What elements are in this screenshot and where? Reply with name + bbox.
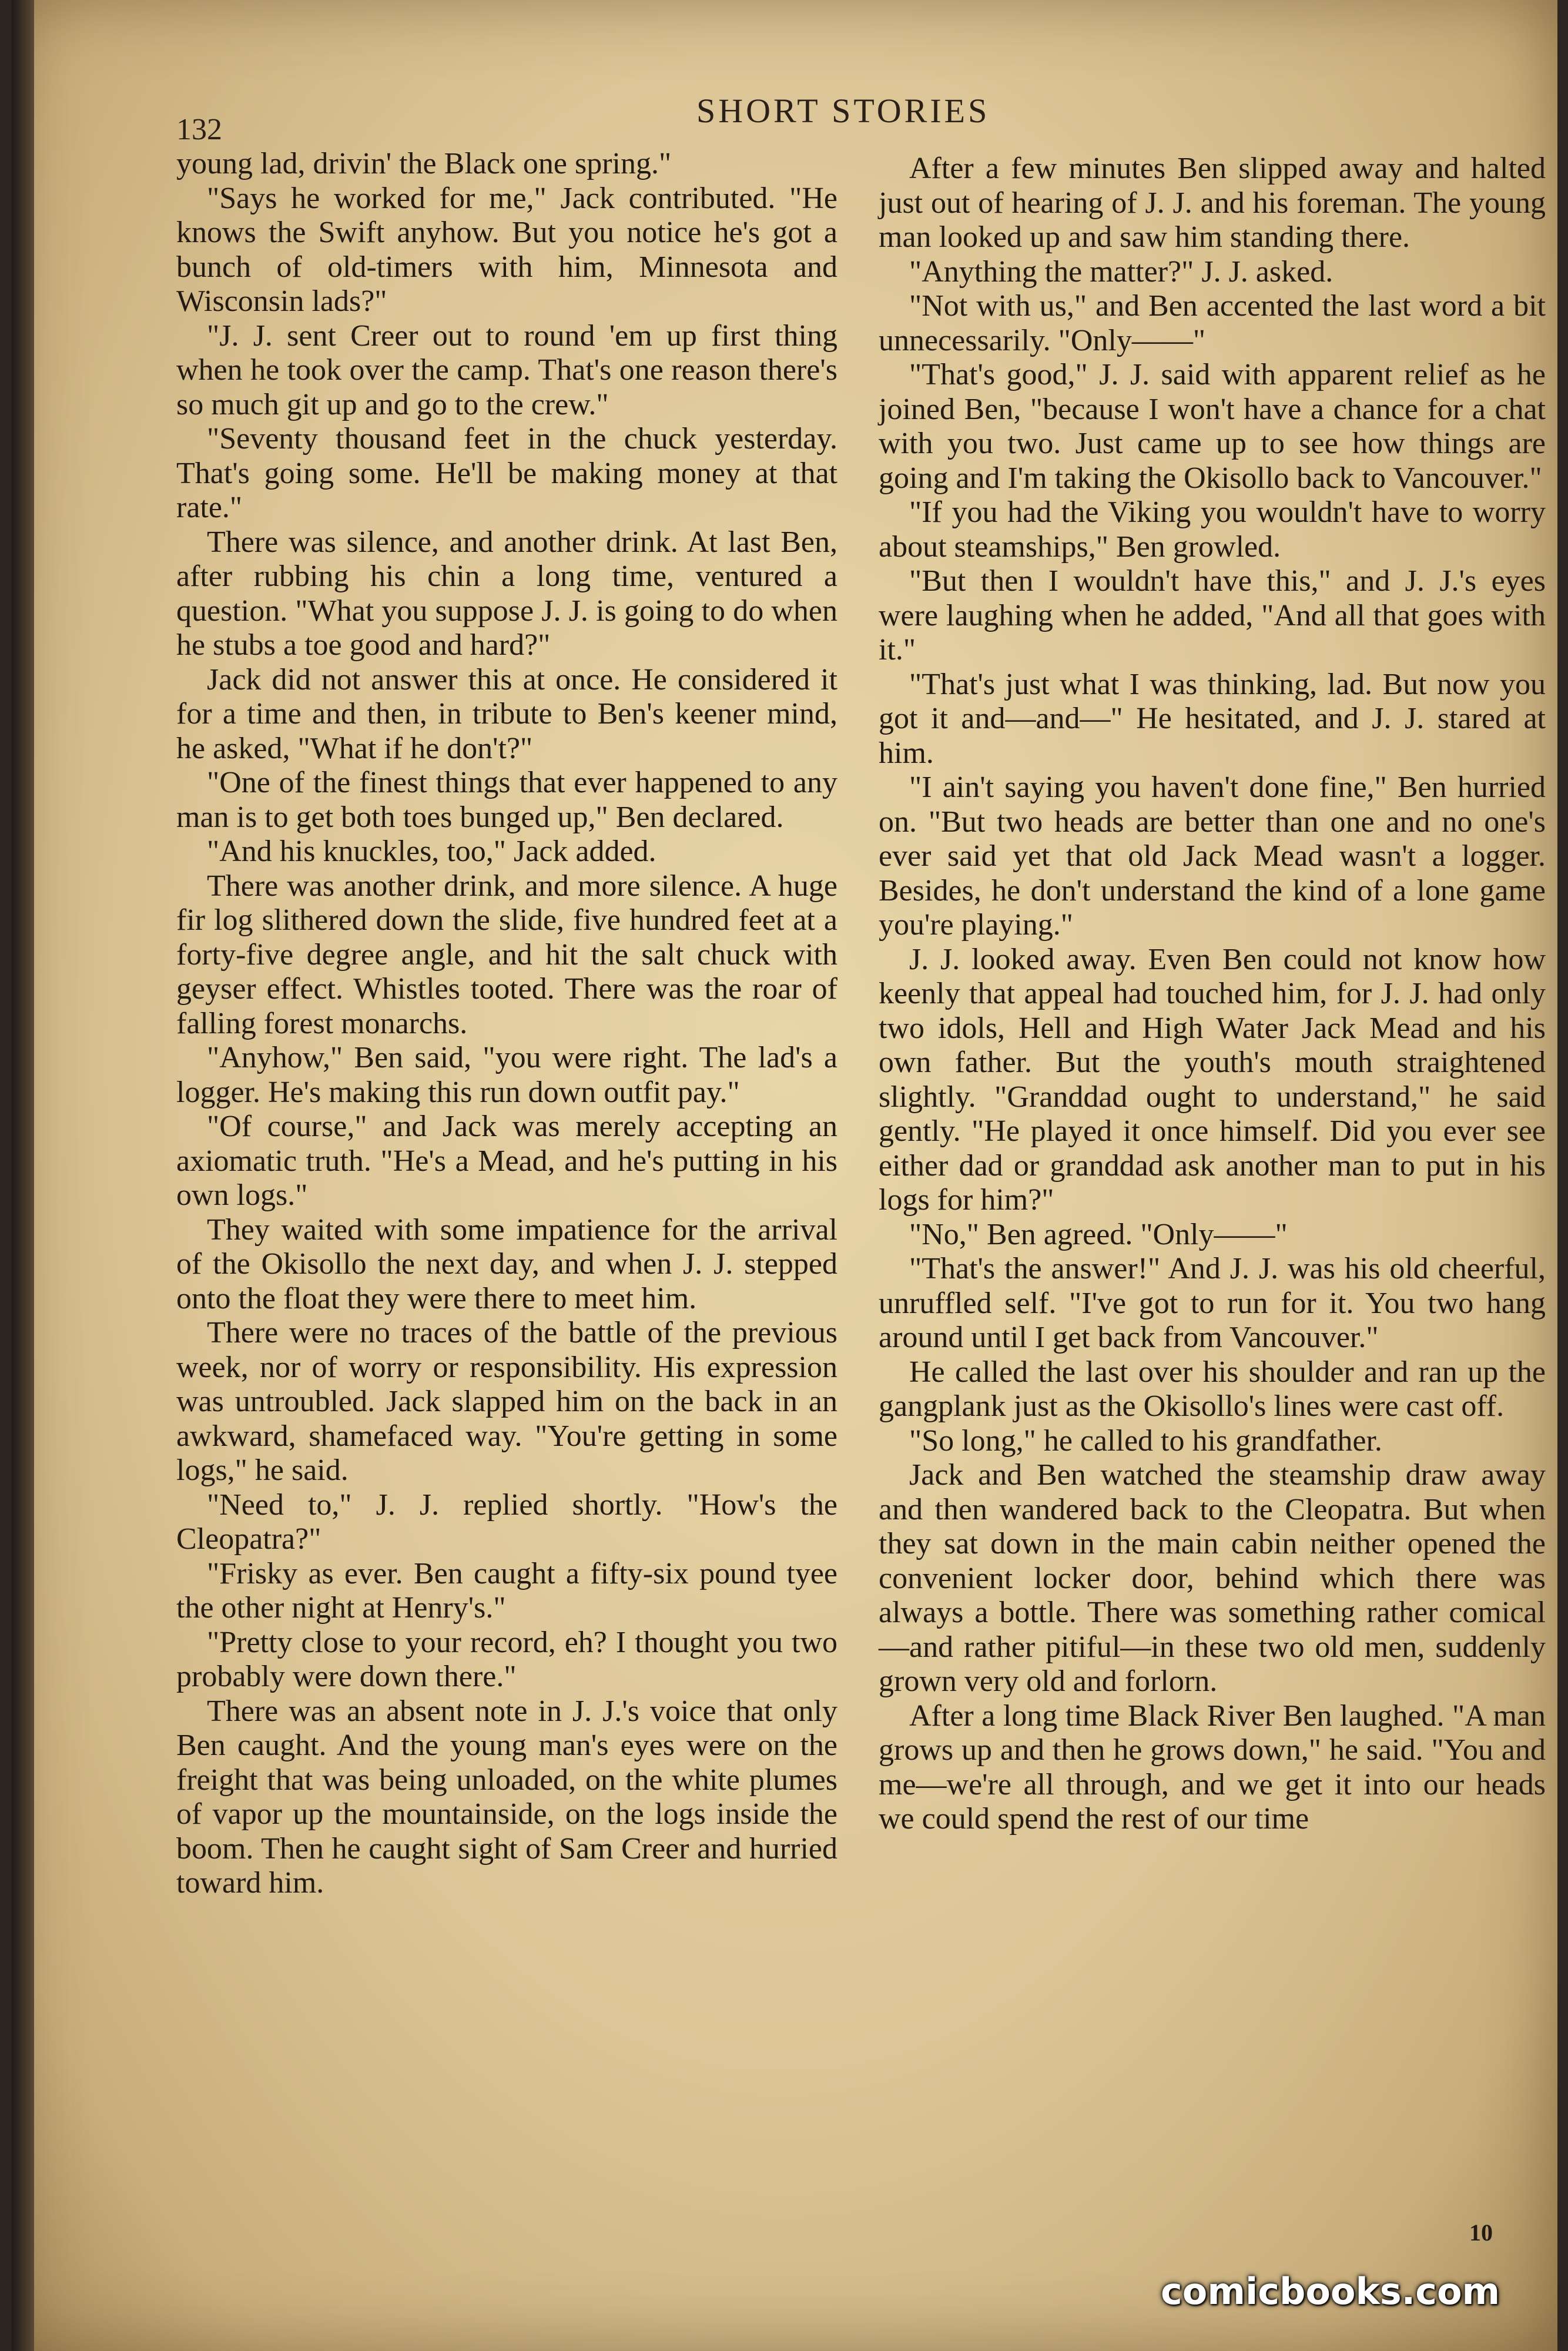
paragraph: "That's good," J. J. said with apparent relief as he joined Ben, "because I won't have a chance for a chat with you two. Just came up to see how things are going and I'm taking the Okisollo back to Vancouver." bbox=[879, 358, 1546, 495]
paragraph: Jack did not answer this at once. He considered it for a time and then, in tribute to Ben's keener mind, he asked, "What if he don't?" bbox=[176, 662, 837, 765]
paragraph: "But then I wouldn't have this," and J. J.'s eyes were laughing when he added, "And all that goes with it." bbox=[879, 564, 1546, 667]
paragraph: "So long," he called to his grandfather. bbox=[909, 1424, 1382, 1458]
paragraph: young lad, drivin' the Black one spring." bbox=[176, 147, 672, 180]
paragraph: "That's just what I was thinking, lad. But now you got it and—and—" He hesitated, and J. J. stared at him. bbox=[879, 667, 1546, 770]
left-text-column bbox=[176, 147, 837, 1901]
paragraph: "That's the answer!" And J. J. was his old cheerful, unruffled self. "I've got to run for it. You two hang around until I get back from Vancouver." bbox=[879, 1252, 1546, 1354]
page-header bbox=[0, 91, 1568, 146]
paragraph: "Frisky as ever. Ben caught a fifty-six pound tyee the other night at Henry's." bbox=[176, 1556, 837, 1625]
paragraph: There were no traces of the battle of the previous week, nor of worry or responsibility. His expression was untroubled. Jack slapped him on the back in an awkward, shamefaced way. "You're getting in some logs," he said. bbox=[176, 1316, 837, 1487]
paragraph: Jack and Ben watched the steamship draw away and then wandered back to the Cleopatra. But when they sat down in the main cabin neither opened the convenient locker door, behind which there was always a bottle. There was something rather comical—and rather pitiful—in these two old men, suddenly grown very old and forlorn. bbox=[879, 1458, 1546, 1698]
paragraph: "No," Ben agreed. "Only——" bbox=[909, 1217, 1288, 1251]
page-number: 132 bbox=[176, 113, 222, 146]
right-text-column bbox=[879, 152, 1546, 1837]
signature-mark: 10 bbox=[1469, 2219, 1493, 2246]
running-title: SHORT STORIES bbox=[696, 92, 990, 130]
paragraph: He called the last over his shoulder and ran up the gangplank just as the Okisollo's lines were cast off. bbox=[879, 1355, 1546, 1423]
watermark: comicbooks.com bbox=[1161, 2270, 1500, 2313]
paragraph: "J. J. sent Creer out to round 'em up first thing when he took over the camp. That's one reason there's so much git up and go to the crew." bbox=[176, 319, 837, 421]
paragraph: "Says he worked for me," Jack contributed. "He knows the Swift anyhow. But you notice he's got a bunch of old-timers with him, Minnesota and Wisconsin lads?" bbox=[176, 181, 837, 318]
paragraph: "If you had the Viking you wouldn't have to worry about steamships," Ben growled. bbox=[879, 495, 1546, 564]
paragraph: "Of course," and Jack was merely accepting an axiomatic truth. "He's a Mead, and he's putting in his own logs." bbox=[176, 1110, 837, 1212]
paragraph: "I ain't saying you haven't done fine," Ben hurried on. "But two heads are better than one and no one's ever said yet that old Jack Mead wasn't a logger. Besides, he don't understand the kind of a lone game you're playing." bbox=[879, 771, 1546, 942]
paragraph: There was an absent note in J. J.'s voice that only Ben caught. And the young man's eyes were on the freight that was being unloaded, on the white plumes of vapor up the mountainside, on the logs inside the boom. Then he caught sight of Sam Creer and hurried toward him. bbox=[176, 1694, 837, 1900]
paragraph: "Anything the matter?" J. J. asked. bbox=[909, 254, 1334, 289]
book-spine-shadow bbox=[12, 0, 34, 2351]
paragraph: "Not with us," and Ben accented the last word a bit unnecessarily. "Only——" bbox=[879, 289, 1546, 357]
paragraph: They waited with some impatience for the arrival of the Okisollo the next day, and when J. J. stepped onto the float they were there to meet him. bbox=[176, 1213, 837, 1315]
paragraph: "And his knuckles, too," Jack added. bbox=[207, 835, 656, 868]
paragraph: J. J. looked away. Even Ben could not know how keenly that appeal had touched him, for J. J. had only two idols, Hell and High Water Jack Mead and his own father. But the youth's mouth straightened slightly. "Granddad ought to understand," he said gently. "He played it once himself. Did you ever see either dad or granddad ask another man to put in his logs for him?" bbox=[879, 942, 1546, 1217]
paragraph: After a few minutes Ben slipped away and halted just out of hearing of J. J. and his foreman. The young man looked up and saw him standing there. bbox=[879, 152, 1546, 254]
paragraph: "Anyhow," Ben said, "you were right. The lad's a logger. He's making this run down outfit pay." bbox=[176, 1041, 837, 1109]
paragraph: After a long time Black River Ben laughed. "A man grows up and then he grows down," he said. "You and me—we're all through, and we get it into our heads we could spend the rest of our time bbox=[879, 1699, 1546, 1836]
paragraph: "One of the finest things that ever happened to any man is to get both toes bunged up," Ben declared. bbox=[176, 766, 837, 834]
paragraph: There was silence, and another drink. At last Ben, after rubbing his chin a long time, ventured a question. "What you suppose J. J. is going to do when he stubs a toe good and hard?" bbox=[176, 525, 837, 662]
paragraph: "Seventy thousand feet in the chuck yesterday. That's going some. He'll be making money at that rate." bbox=[176, 422, 837, 524]
paragraph: "Pretty close to your record, eh? I thought you two probably were down there." bbox=[176, 1625, 837, 1693]
paragraph: "Need to," J. J. replied shortly. "How's the Cleopatra?" bbox=[176, 1488, 837, 1556]
paragraph: There was another drink, and more silence. A huge fir log slithered down the slide, five hundred feet at a forty-five degree angle, and hit the salt chuck with geyser effect. Whistles tooted. There was the roar of falling forest monarchs. bbox=[176, 869, 837, 1040]
